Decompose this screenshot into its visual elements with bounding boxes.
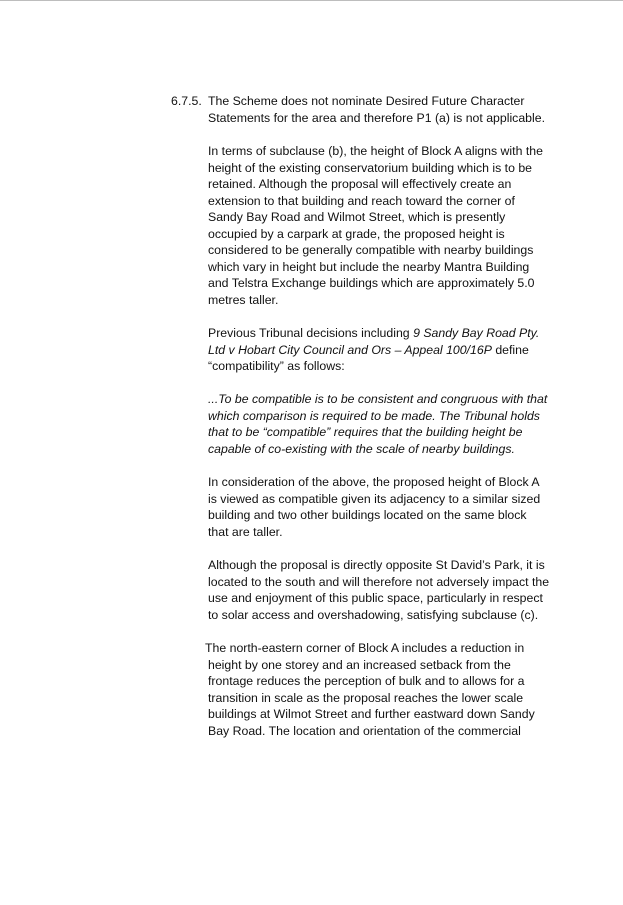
paragraph-tribunal-decisions <box>208 325 539 375</box>
case-citation: Ltd v Hobart City Council and Ors – Appeal 100/16P <box>208 342 492 357</box>
text-line: In consideration of the above, the proposed height of Block A <box>208 475 540 489</box>
text-line: “compatibility” as follows: <box>208 359 345 373</box>
paragraph-consideration <box>208 474 540 540</box>
text-line: occupied by a carpark at grade, the proposed height is <box>208 226 505 241</box>
paragraph-st-davids-park <box>208 557 549 623</box>
text-line: height of the existing conservatorium building which is to be <box>208 160 533 175</box>
text-line: Sandy Bay Road and Wilmot Street, which is presently <box>208 210 506 224</box>
case-citation: 9 Sandy Bay Road Pty. <box>413 326 540 340</box>
text-line: ...To be compatible is to be consistent and congruous with that <box>208 392 548 406</box>
text-line: In terms of subclause (b), the height of Block A aligns with the <box>208 144 543 158</box>
text-line: to solar access and overshadowing, satisfying subclause (c). <box>208 607 539 622</box>
text-line: extension to that building and reach toward the corner of <box>208 193 515 208</box>
text-line: The Scheme does not nominate Desired Future Character <box>208 94 525 108</box>
text-line: retained. Although the proposal will effectively create an <box>208 177 512 191</box>
text-line: transition in scale as the proposal reaches the lower scale <box>208 690 524 705</box>
text-line: considered to be generally compatible with nearby buildings <box>208 243 534 257</box>
text-line: Statements for the area and therefore P1 (a) is not applicable. <box>208 110 545 125</box>
text-line: capable of co-existing with the scale of nearby buildings. <box>208 441 515 456</box>
text-line: height by one storey and an increased setback from the <box>208 657 511 672</box>
quote-compatibility-definition <box>208 391 547 457</box>
text-line: frontage reduces the perception of bulk and to allows for a <box>208 674 525 688</box>
paragraph-north-eastern-corner <box>205 640 535 739</box>
text-run: Previous Tribunal decisions including <box>208 326 414 340</box>
text-line: buildings at Wilmot Street and further eastward down Sandy <box>208 707 535 721</box>
text-line: The north-eastern corner of Block A includes a reduction in <box>205 641 525 655</box>
text-line: and Telstra Exchange buildings which are approximately 5.0 <box>208 276 535 290</box>
text-line: that are taller. <box>208 524 283 539</box>
text-line <box>208 325 539 342</box>
text-line: is viewed as compatible given its adjacency to a similar sized <box>208 491 541 506</box>
text-line: which comparison is required to be made. The Tribunal holds <box>208 408 540 423</box>
text-line: located to the south and will therefore not adversely impact the <box>208 574 550 589</box>
paragraph-desired-future-character <box>208 93 545 126</box>
text-line: Although the proposal is directly opposite St David’s Park, it is <box>208 558 545 572</box>
text-line: which vary in height but include the nearby Mantra Building <box>208 259 530 274</box>
text-line: that to be “compatible” requires that the building height be <box>208 425 523 439</box>
text-line: building and two other buildings located on the same block <box>208 508 527 522</box>
text-run: define <box>491 342 529 357</box>
text-line: use and enjoyment of this public space, particularly in respect <box>208 591 543 605</box>
text-line <box>208 342 539 359</box>
text-line: Bay Road. The location and orientation of the commercial <box>208 723 521 738</box>
text-line: metres taller. <box>208 292 279 307</box>
paragraph-height-subclause-b <box>208 143 543 308</box>
section-number: 6.7.5. <box>171 94 202 108</box>
